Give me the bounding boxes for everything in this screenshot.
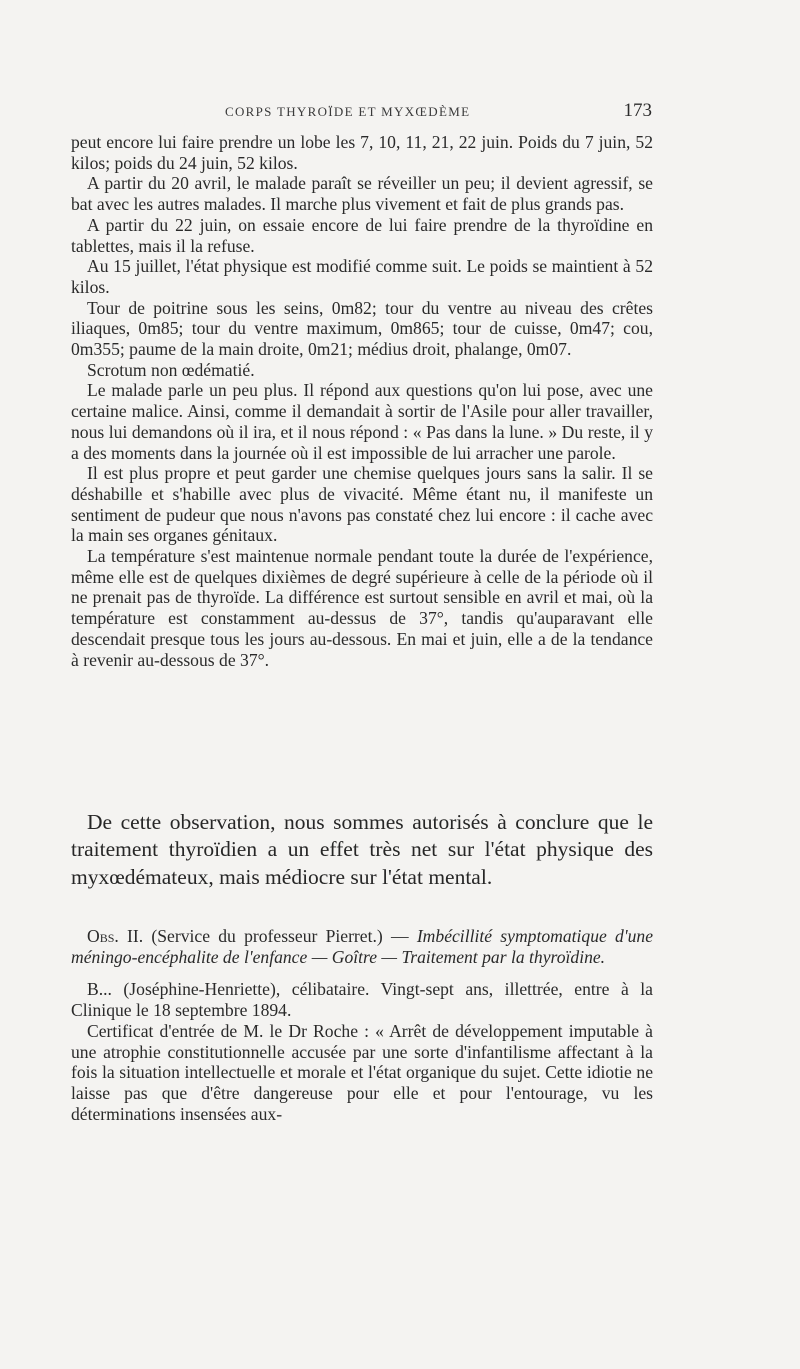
observation-body <box>71 979 653 1124</box>
paragraph: peut encore lui faire prendre un lobe les 7, 10, 11, 21, 22 juin. Poids du 7 juin, 52 kilos; poids du 24 juin, 52 kilos. <box>71 132 653 173</box>
paragraph: La température s'est maintenue normale pendant toute la durée de l'expérience, même elle est de quelques dixièmes de degré supérieure à celle de la période où il ne prenait pas de thyroïde. La différence est surtout sensible en avril et mai, où la température est constamment au-dessus de 37°, tandis qu'auparavant elle descendait presque tous les jours au-dessous. En mai et juin, elle a de la tendance à revenir au-dessous de 37°. <box>71 546 653 670</box>
observation-continuation <box>71 132 653 670</box>
paragraph: B... (Joséphine-Henriette), célibataire. Vingt-sept ans, illettrée, entre à la Clinique le 18 septembre 1894. <box>71 979 653 1021</box>
paragraph: A partir du 22 juin, on essaie encore de lui faire prendre de la thyroïdine en tablettes, mais il la refuse. <box>71 214 653 256</box>
paragraph: Certificat d'entrée de M. le Dr Roche : « Arrêt de développement imputable à une atrophie constitutionnelle accusée par une sorte d'infantilisme affectant à la fois la situation intellectuelle et morale et l'état organique du sujet. Cette idiotie ne laisse pas que d'être dangereuse pour elle et pour l'entourage, vu les déterminations insensées aux- <box>71 1020 653 1124</box>
observation-heading <box>71 926 653 967</box>
paragraph: Le malade parle un peu plus. Il répond aux questions qu'on lui pose, avec une certaine malice. Ainsi, comme il demandait à sortir de l'Asile pour aller travailler, nous lui demandons où il ira, et il nous répond : « Pas dans la lune. » Du reste, il y a des moments dans la journée où il est impossible de lui arracher une parole. <box>71 380 653 463</box>
page-header <box>150 100 652 126</box>
paragraph: Il est plus propre et peut garder une chemise quelques jours sans la salir. Il se déshabille et s'habille avec plus de vivacité. Même étant nu, il manifeste un sentiment de pudeur que nous n'avons pas constaté chez lui encore : il cache avec la main ses organes génitaux. <box>71 463 653 546</box>
observation-service: (Service du professeur Pierret.) — <box>151 926 409 946</box>
paragraph: Tour de poitrine sous les seins, 0m82; tour du ventre au niveau des crêtes iliaques, 0m85; tour du ventre maximum, 0m865; tour de cuisse, 0m47; cou, 0m355; paume de la main droite, 0m21; médius droit, phalange, 0m07. <box>71 297 653 360</box>
conclusion-paragraph: De cette observation, nous sommes autorisés à conclure que le traitement thyroïdien a un effet très net sur l'état physique des myxœdémateux, mais médiocre sur l'état mental. <box>71 810 653 889</box>
observation-title: Imbécillité symptomatique d'une méningo-encéphalite de l'enfance — Goître — Traitement par la thyroïdine. <box>71 926 654 967</box>
observation-label: Obs. II. <box>87 926 144 946</box>
paragraph: Au 15 juillet, l'état physique est modifié comme suit. Le poids se maintient à 52 kilos. <box>71 256 653 297</box>
running-title: CORPS THYROÏDE ET MYXŒDÈME <box>225 104 471 119</box>
paragraph: Scrotum non œdématié. <box>87 359 255 380</box>
page-number: 173 <box>623 100 652 121</box>
paragraph: A partir du 20 avril, le malade paraît se réveiller un peu; il devient agressif, se bat avec les autres malades. Il marche plus vivement et fait de plus grands pas. <box>71 173 653 215</box>
observation-ii <box>71 926 653 1124</box>
